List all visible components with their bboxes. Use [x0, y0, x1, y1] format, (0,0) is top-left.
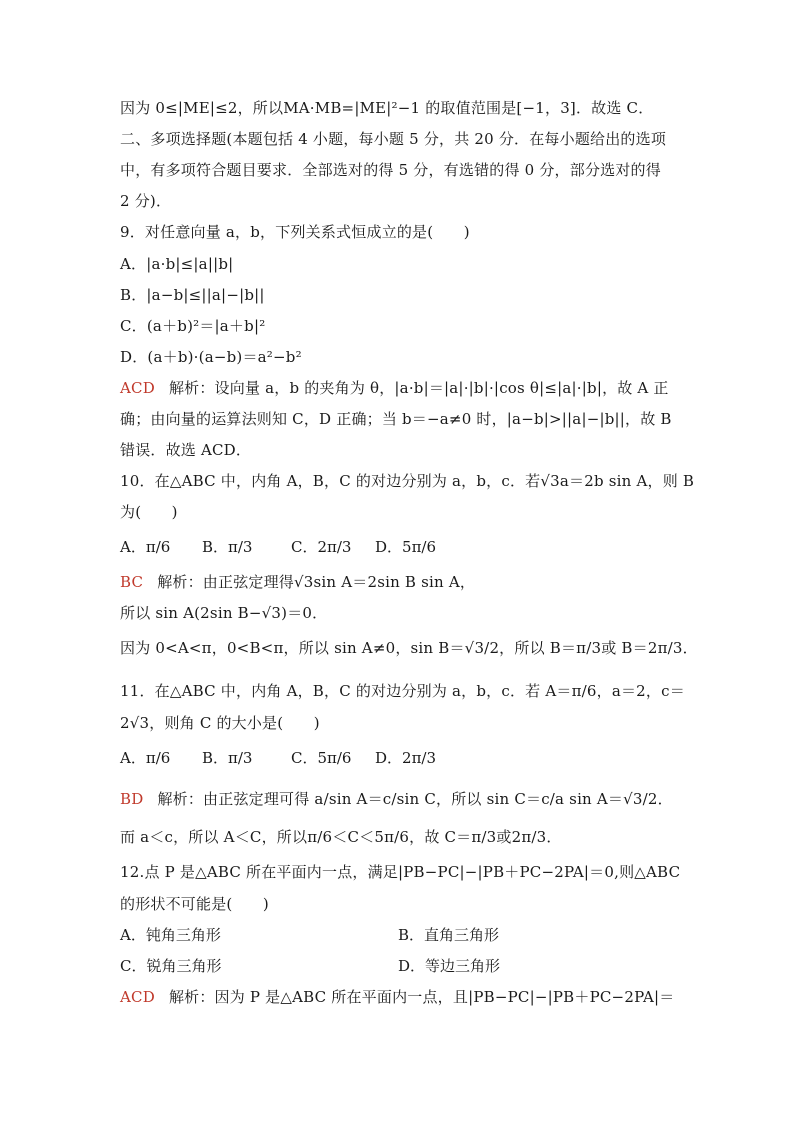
solution-text: 解析：设向量 a，b 的夹角为 θ，|a·b|＝|a|·|b|·|cos θ|≤|a|·|b|，故 A 正: [168, 379, 669, 397]
question-11: 11．在△ABC 中，内角 A，B，C 的对边分别为 a，b，c．若 A＝π/6，a＝2，c＝: [120, 682, 685, 700]
text-line: 中，有多项符合题目要求．全部选对的得 5 分，有选错的得 0 分，部分选对的得: [120, 161, 661, 179]
q10-option-d: D．5π/6: [375, 538, 437, 556]
solution-line: 而 a＜c，所以 A＜C，所以π/6＜C＜5π/6，故 C＝π/3或2π/3．: [120, 828, 562, 846]
solution-line: [120, 572, 680, 594]
q10-option-a: A．π/6: [120, 538, 171, 556]
q12-option-c: C．锐角三角形: [120, 957, 222, 975]
text-line: 的形状不可能是( ): [120, 895, 269, 913]
answer-label: BC: [120, 573, 144, 591]
q12-option-b: B．直角三角形: [398, 926, 500, 944]
q11-option-c: C．5π/6: [291, 749, 352, 767]
solution-line: 确；由向量的运算法则知 C，D 正确；当 b＝−a≠0 时，|a−b|>||a|−|b||，故 B: [120, 410, 672, 428]
q10-option-b: B．π/3: [202, 538, 253, 556]
solution-line: [120, 987, 680, 1009]
option-d: D．(a＋b)·(a−b)＝a²−b²: [120, 348, 302, 366]
solution-text: 解析：因为 P 是△ABC 所在平面内一点，且|PB−PC|−|PB＋PC−2PA|＝: [168, 988, 675, 1006]
solution-line: [120, 789, 680, 811]
option-b: B．|a−b|≤||a|−|b||: [120, 286, 265, 304]
q12-option-d: D．等边三角形: [398, 957, 501, 975]
q11-option-a: A．π/6: [120, 749, 171, 767]
text-line: 因为 0≤|ME|≤2，所以MA·MB=|ME|²−1 的取值范围是[−1，3]．故选 C．: [120, 99, 654, 117]
q12-option-a: A．钝角三角形: [120, 926, 221, 944]
answer-label: ACD: [120, 379, 155, 397]
option-c: C．(a＋b)²＝|a＋b|²: [120, 317, 266, 335]
option-a: A．|a·b|≤|a||b|: [120, 255, 234, 273]
question-12: 12.点 P 是△ABC 所在平面内一点，满足|PB−PC|−|PB＋PC−2PA|＝0,则△ABC: [120, 863, 681, 881]
answer-label: BD: [120, 790, 144, 808]
question-10: 10．在△ABC 中，内角 A，B，C 的对边分别为 a，b，c．若√3a＝2b sin A，则 B: [120, 472, 695, 490]
text-line: 2√3，则角 C 的大小是( ): [120, 714, 320, 732]
text-line: 2 分)．: [120, 192, 172, 210]
q11-option-d: D．2π/3: [375, 749, 437, 767]
solution-line: 所以 sin A(2sin B−√3)＝0．: [120, 604, 328, 622]
solution-line: 错误．故选 ACD．: [120, 441, 252, 459]
q10-option-c: C．2π/3: [291, 538, 352, 556]
question-9: 9．对任意向量 a，b，下列关系式恒成立的是( ): [120, 223, 470, 241]
q11-option-b: B．π/3: [202, 749, 253, 767]
section-heading: 二、多项选择题(本题包括 4 小题，每小题 5 分，共 20 分．在每小题给出的选项: [120, 130, 667, 148]
solution-line: [120, 378, 680, 400]
solution-line: 因为 0<A<π，0<B<π，所以 sin A≠0，sin B＝√3/2，所以 B＝π/3或 B＝2π/3．: [120, 639, 698, 657]
solution-text: 解析：由正弦定理可得 a/sin A＝c/sin C，所以 sin C＝c/a sin A＝√3/2．: [157, 790, 673, 808]
solution-text: 解析：由正弦定理得√3sin A＝2sin B sin A，: [157, 573, 476, 591]
answer-label: ACD: [120, 988, 155, 1006]
text-line: 为( ): [120, 503, 178, 521]
